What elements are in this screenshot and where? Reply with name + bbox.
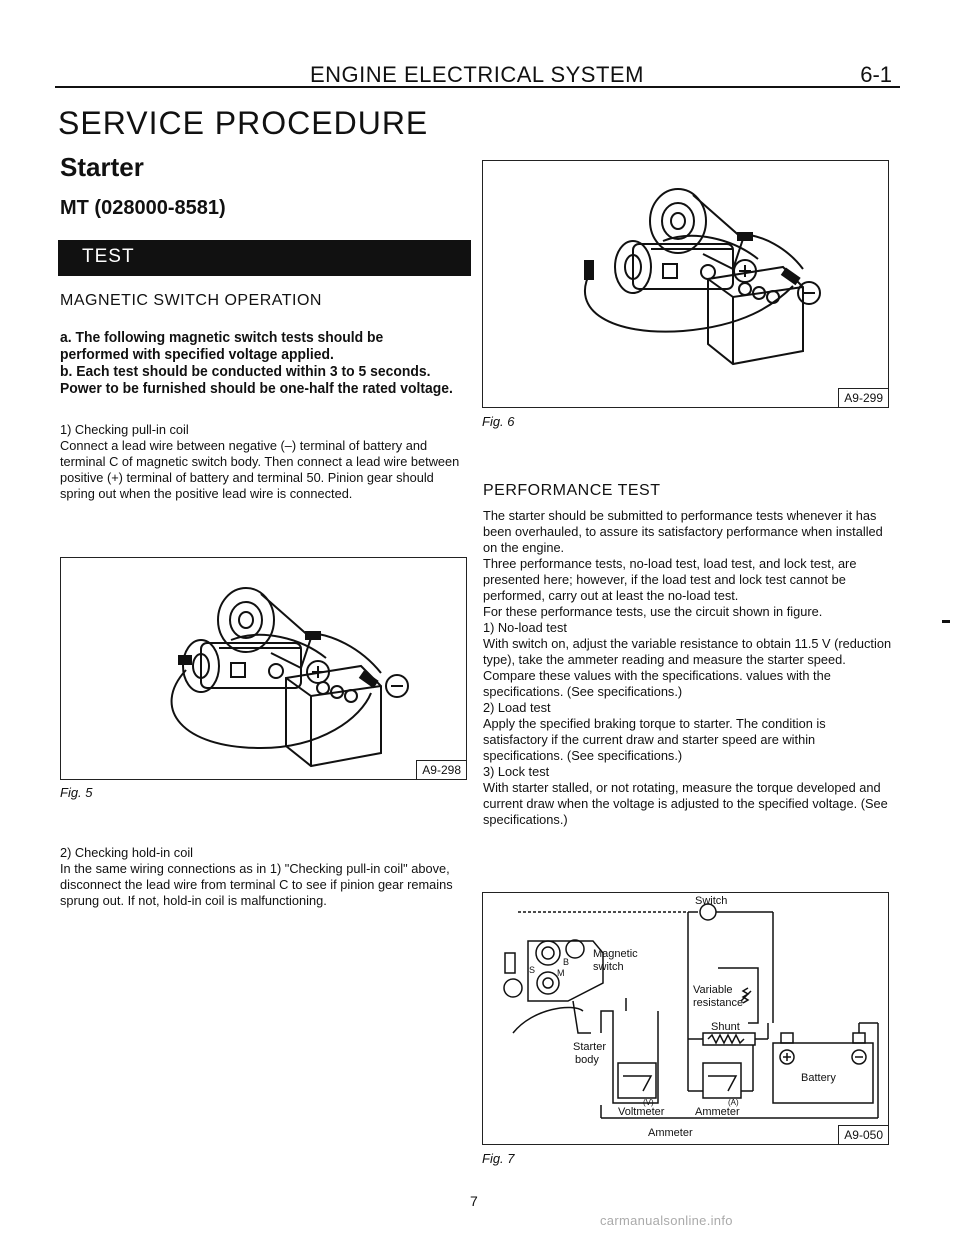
label-switch-2: switch [593, 961, 624, 973]
model-title: MT (028000-8581) [60, 197, 226, 219]
figure-6-caption: Fig. 6 [482, 414, 515, 429]
figure-7 [482, 892, 889, 1145]
section-title: SERVICE PROCEDURE [58, 105, 429, 141]
performance-three-tests: Three performance tests, no-load test, load test, and lock test, are presented here; however, if the load test and lock test cannot be performed, carry out at least the no-load test. [483, 556, 857, 603]
test-circuit-diagram [483, 893, 887, 1143]
performance-heading: PERFORMANCE TEST [483, 482, 661, 499]
label-shunt: Shunt [711, 1021, 740, 1033]
hold-in-title: 2) Checking hold-in coil [60, 845, 194, 860]
figure-6-code: A9-299 [838, 388, 888, 407]
pull-in-section [60, 422, 472, 502]
header-page-number: 6-1 [860, 62, 892, 87]
label-battery: Battery [801, 1072, 836, 1084]
no-load-title: 1) No-load test [483, 620, 567, 635]
hold-in-section [60, 845, 472, 909]
lock-title: 3) Lock test [483, 764, 550, 779]
label-ammeter: Ammeter [695, 1106, 740, 1118]
pull-in-title: 1) Checking pull-in coil [60, 422, 189, 437]
hold-in-body: In the same wiring connections as in 1) "Checking pull-in coil" above, disconnect the lead wire from terminal C to see if pinion gear remains sprung out. If not, hold-in coil is malfunctioning. [60, 861, 453, 908]
label-starter: Starter [573, 1041, 607, 1053]
performance-circuit: For these performance tests, use the circuit shown in figure. [483, 604, 823, 619]
note-b: b. Each test should be conducted within 3 to 5 seconds. Power to be furnished should be one-half the rated voltage. [60, 364, 453, 397]
label-a-unit: (A) [728, 1098, 739, 1107]
label-resistance: resistance [693, 997, 744, 1009]
label-terminal-b: B [563, 957, 570, 967]
note-a: a. The following magnetic switch tests should be performed with specified voltage applied. [60, 330, 384, 363]
lock-body: With starter stalled, or not rotating, measure the torque developed and current draw when the voltage is adjusted to the specified voltage. (See specifications.) [483, 780, 888, 827]
pull-in-body: Connect a lead wire between negative (–) terminal of battery and terminal C of magnetic switch body. Then connect a lead wire between positive (+) terminal of battery and terminal 50. Pinion gear should spring out when the positive lead wire is connected. [60, 438, 460, 501]
header-title: ENGINE ELECTRICAL SYSTEM [310, 62, 644, 87]
label-body: body [575, 1054, 599, 1066]
label-variable: Variable [693, 984, 733, 996]
page-header [55, 58, 900, 88]
figure-5 [60, 557, 467, 780]
performance-section [483, 508, 893, 828]
test-label: TEST [82, 246, 135, 267]
performance-intro: The starter should be submitted to performance tests whenever it has been overhauled, to assure its satisfactory performance when installed on the engine. [483, 508, 883, 555]
figure-6 [482, 160, 889, 408]
label-terminal-s: S [529, 965, 536, 975]
magnetic-switch-heading: MAGNETIC SWITCH OPERATION [60, 292, 322, 309]
label-switch: Switch [695, 895, 728, 907]
label-terminal-m: M [557, 968, 565, 978]
figure-5-caption: Fig. 5 [60, 785, 93, 800]
figure-5-code: A9-298 [416, 760, 466, 779]
load-title: 2) Load test [483, 700, 551, 715]
label-magnetic: Magnetic [593, 948, 638, 960]
figure-7-caption: Fig. 7 [482, 1151, 515, 1166]
load-body: Apply the specified braking torque to starter. The condition is satisfactory if the current draw and starter speed are within specifications. (See specifications.) [483, 716, 826, 763]
no-load-body: With switch on, adjust the variable resistance to obtain 11.5 V (reduction type), take the ammeter reading and measure the starter speed. Compare these values with the specifications. values with the specifications. (See specifications.) [483, 636, 892, 699]
sub-title: Starter [60, 152, 144, 182]
starter-battery-illustration-2 [483, 161, 887, 406]
label-v-unit: (V) [643, 1098, 654, 1107]
test-banner [58, 240, 471, 276]
test-notes [60, 330, 456, 398]
page-number: 7 [470, 1193, 478, 1209]
label-ammeter-bottom: Ammeter [648, 1127, 693, 1139]
figure-7-code: A9-050 [838, 1125, 888, 1144]
starter-battery-illustration [61, 558, 465, 778]
watermark: carmanualsonline.info [600, 1213, 733, 1228]
margin-mark [942, 620, 950, 623]
label-voltmeter: Voltmeter [618, 1106, 665, 1118]
